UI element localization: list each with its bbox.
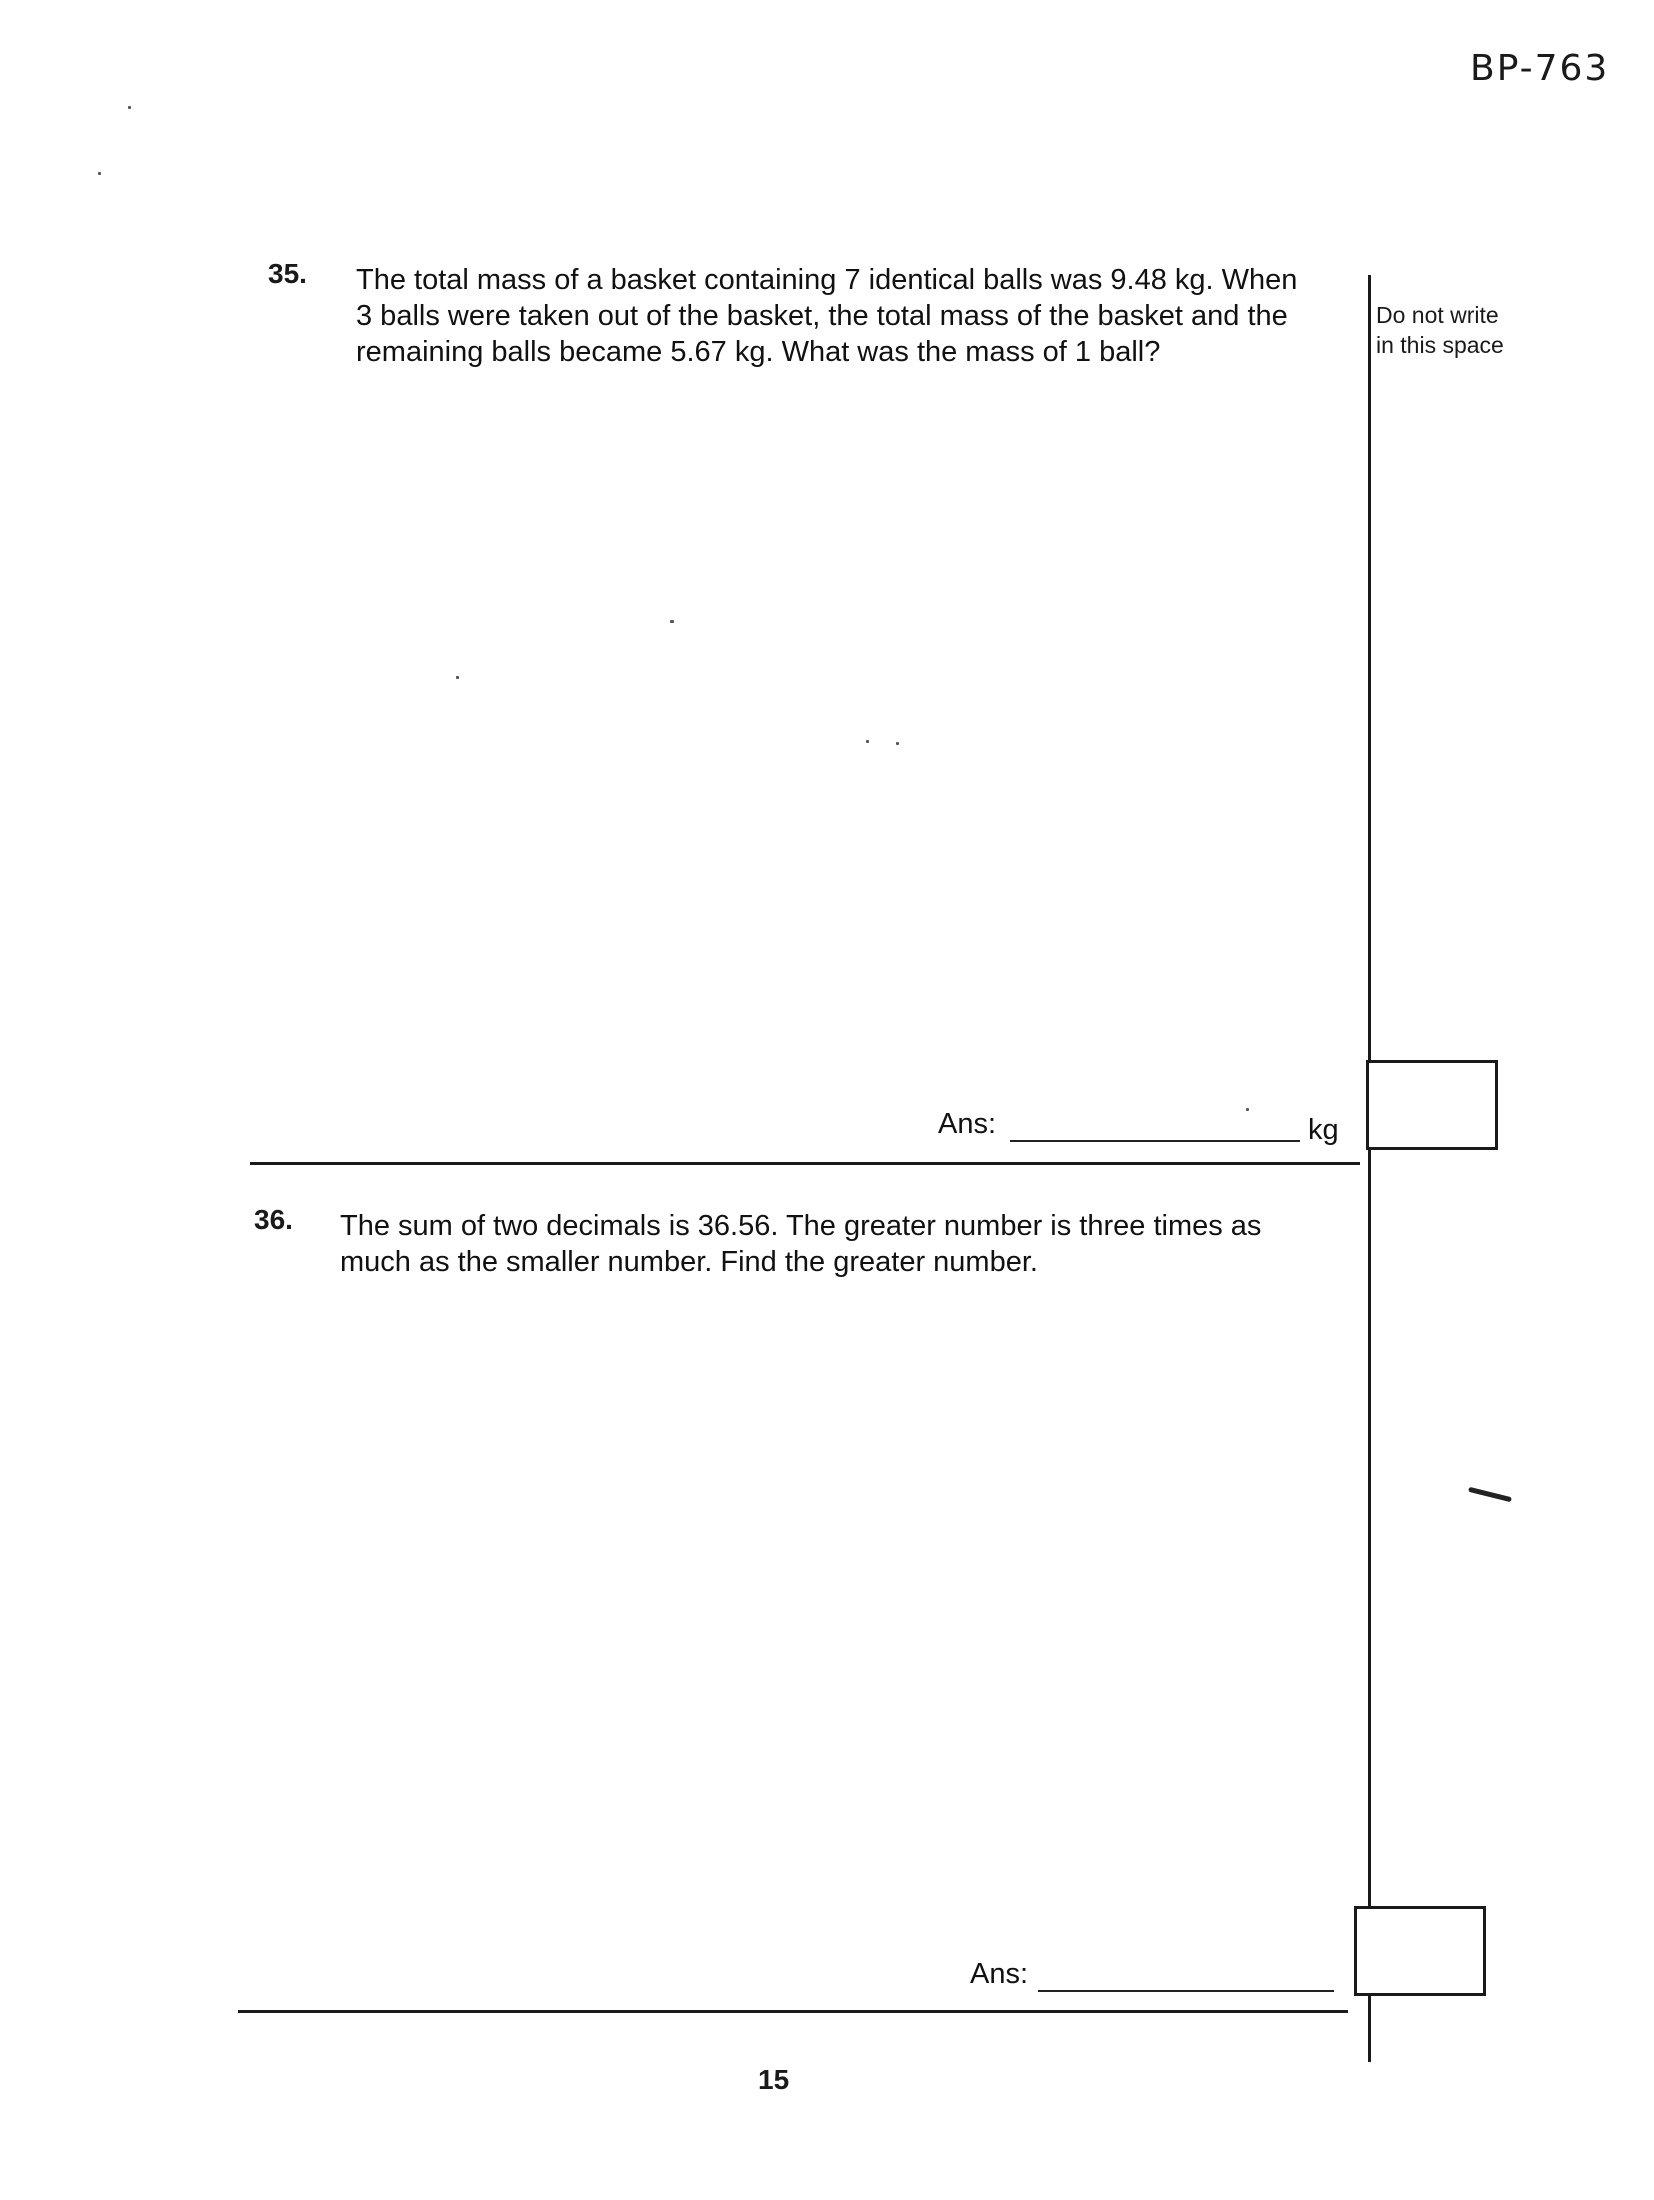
question-36-line-2: much as the smaller number. Find the greater number. [340,1246,1038,1278]
question-36-answer-line[interactable] [1038,1990,1334,1992]
scan-speck [1246,1108,1249,1111]
question-35-answer-label: Ans: [938,1108,997,1140]
question-36-score-box[interactable] [1354,1906,1486,1996]
question-35-number: 35. [268,258,307,289]
margin-note-line-1: Do not write [1376,302,1499,328]
margin-rule [1368,275,1371,2062]
question-35-answer-line[interactable] [1010,1140,1300,1142]
stray-pen-mark [1468,1487,1512,1502]
margin-note-line-2: in this space [1376,332,1504,358]
page-bottom-divider [238,2010,1348,2013]
question-divider [250,1162,1360,1165]
question-36-line-1: The sum of two decimals is 36.56. The greater number is three times as [340,1210,1262,1242]
scan-speck [866,740,869,743]
page-number: 15 [758,2064,790,2095]
question-36-answer-label: Ans: [970,1958,1029,1990]
question-35-line-2: 3 balls were taken out of the basket, the total mass of the basket and the [356,300,1288,332]
scan-speck [896,742,899,745]
question-35-line-3: remaining balls became 5.67 kg. What was the mass of 1 ball? [356,336,1161,368]
question-36-text [340,1208,1430,1280]
question-35-text [356,262,1446,370]
question-35-score-box[interactable] [1366,1060,1498,1150]
question-35-answer-unit: kg [1308,1114,1339,1146]
question-35-line-1: The total mass of a basket containing 7 identical balls was 9.48 kg. When [356,264,1298,296]
scan-speck [128,106,131,109]
scan-speck [456,676,459,679]
scan-speck [670,620,674,623]
question-36-number: 36. [254,1204,293,1235]
scan-speck [98,172,101,175]
document-code: BP-763 [1470,48,1610,89]
